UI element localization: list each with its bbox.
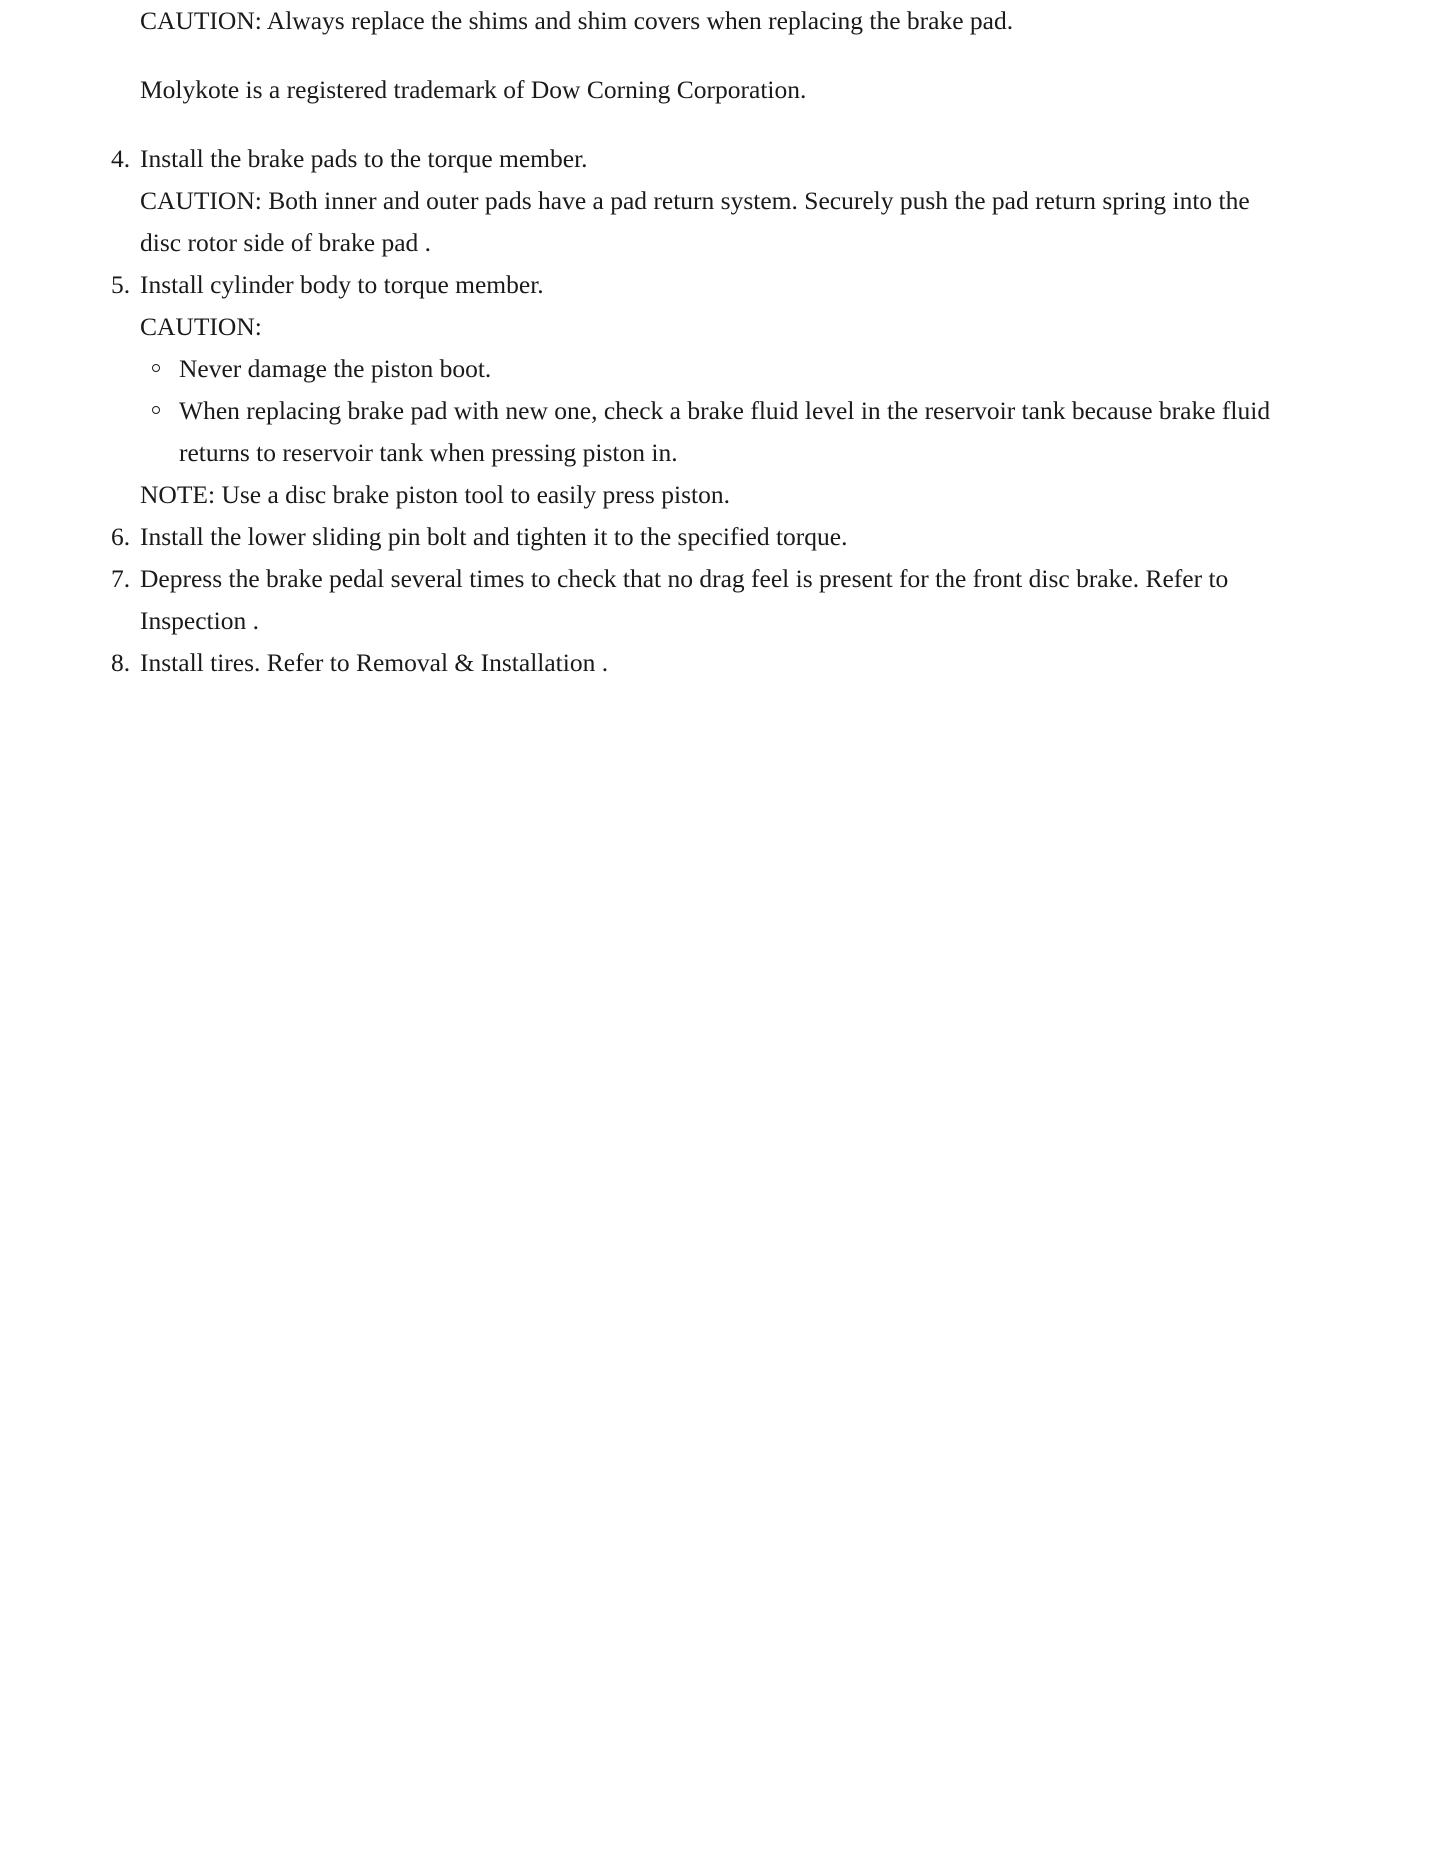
circle-bullet-icon [152, 364, 160, 372]
circle-bullet-icon [152, 406, 160, 414]
step-6 [0, 516, 1360, 558]
step-number: 7. [111, 564, 131, 593]
procedure-steps [0, 138, 1445, 684]
bullet-text-continued: returns to reservoir tank when pressing piston in. [179, 438, 678, 467]
caution-text-continued: disc rotor side of brake pad . [140, 228, 432, 257]
caution-text: CAUTION: Both inner and outer pads have a pad return system. Securely push the pad return spring into the [140, 186, 1250, 215]
step-text: Install tires. Refer to Removal & Installation . [140, 648, 609, 677]
caution-bullet-item [140, 348, 1360, 390]
step-number: 5. [111, 270, 131, 299]
bullet-text: Never damage the piston boot. [179, 354, 492, 383]
caution-bullet-item [140, 390, 1360, 474]
step-text: Install cylinder body to torque member. [140, 270, 544, 299]
step-8 [0, 642, 1360, 684]
step-4 [0, 138, 1360, 264]
step-7 [0, 558, 1360, 642]
bullet-text: When replacing brake pad with new one, check a brake fluid level in the reservoir tank because brake fluid [179, 396, 1271, 425]
step-text: Depress the brake pedal several times to check that no drag feel is present for the front disc brake. Refer to [140, 564, 1229, 593]
step-text: Install the lower sliding pin bolt and tighten it to the specified torque. [140, 522, 848, 551]
trademark-note: Molykote is a registered trademark of Dow Corning Corporation. [140, 75, 807, 104]
step-number: 8. [111, 648, 131, 677]
step-5 [0, 264, 1360, 516]
step-text-continued: Inspection . [140, 606, 259, 635]
caution-label: CAUTION: [140, 312, 262, 341]
step-number: 4. [111, 144, 131, 173]
step-number: 6. [111, 522, 131, 551]
note-text: NOTE: Use a disc brake piston tool to easily press piston. [140, 480, 730, 509]
step-text: Install the brake pads to the torque member. [140, 144, 588, 173]
caution-shims: CAUTION: Always replace the shims and shim covers when replacing the brake pad. [140, 6, 1014, 35]
